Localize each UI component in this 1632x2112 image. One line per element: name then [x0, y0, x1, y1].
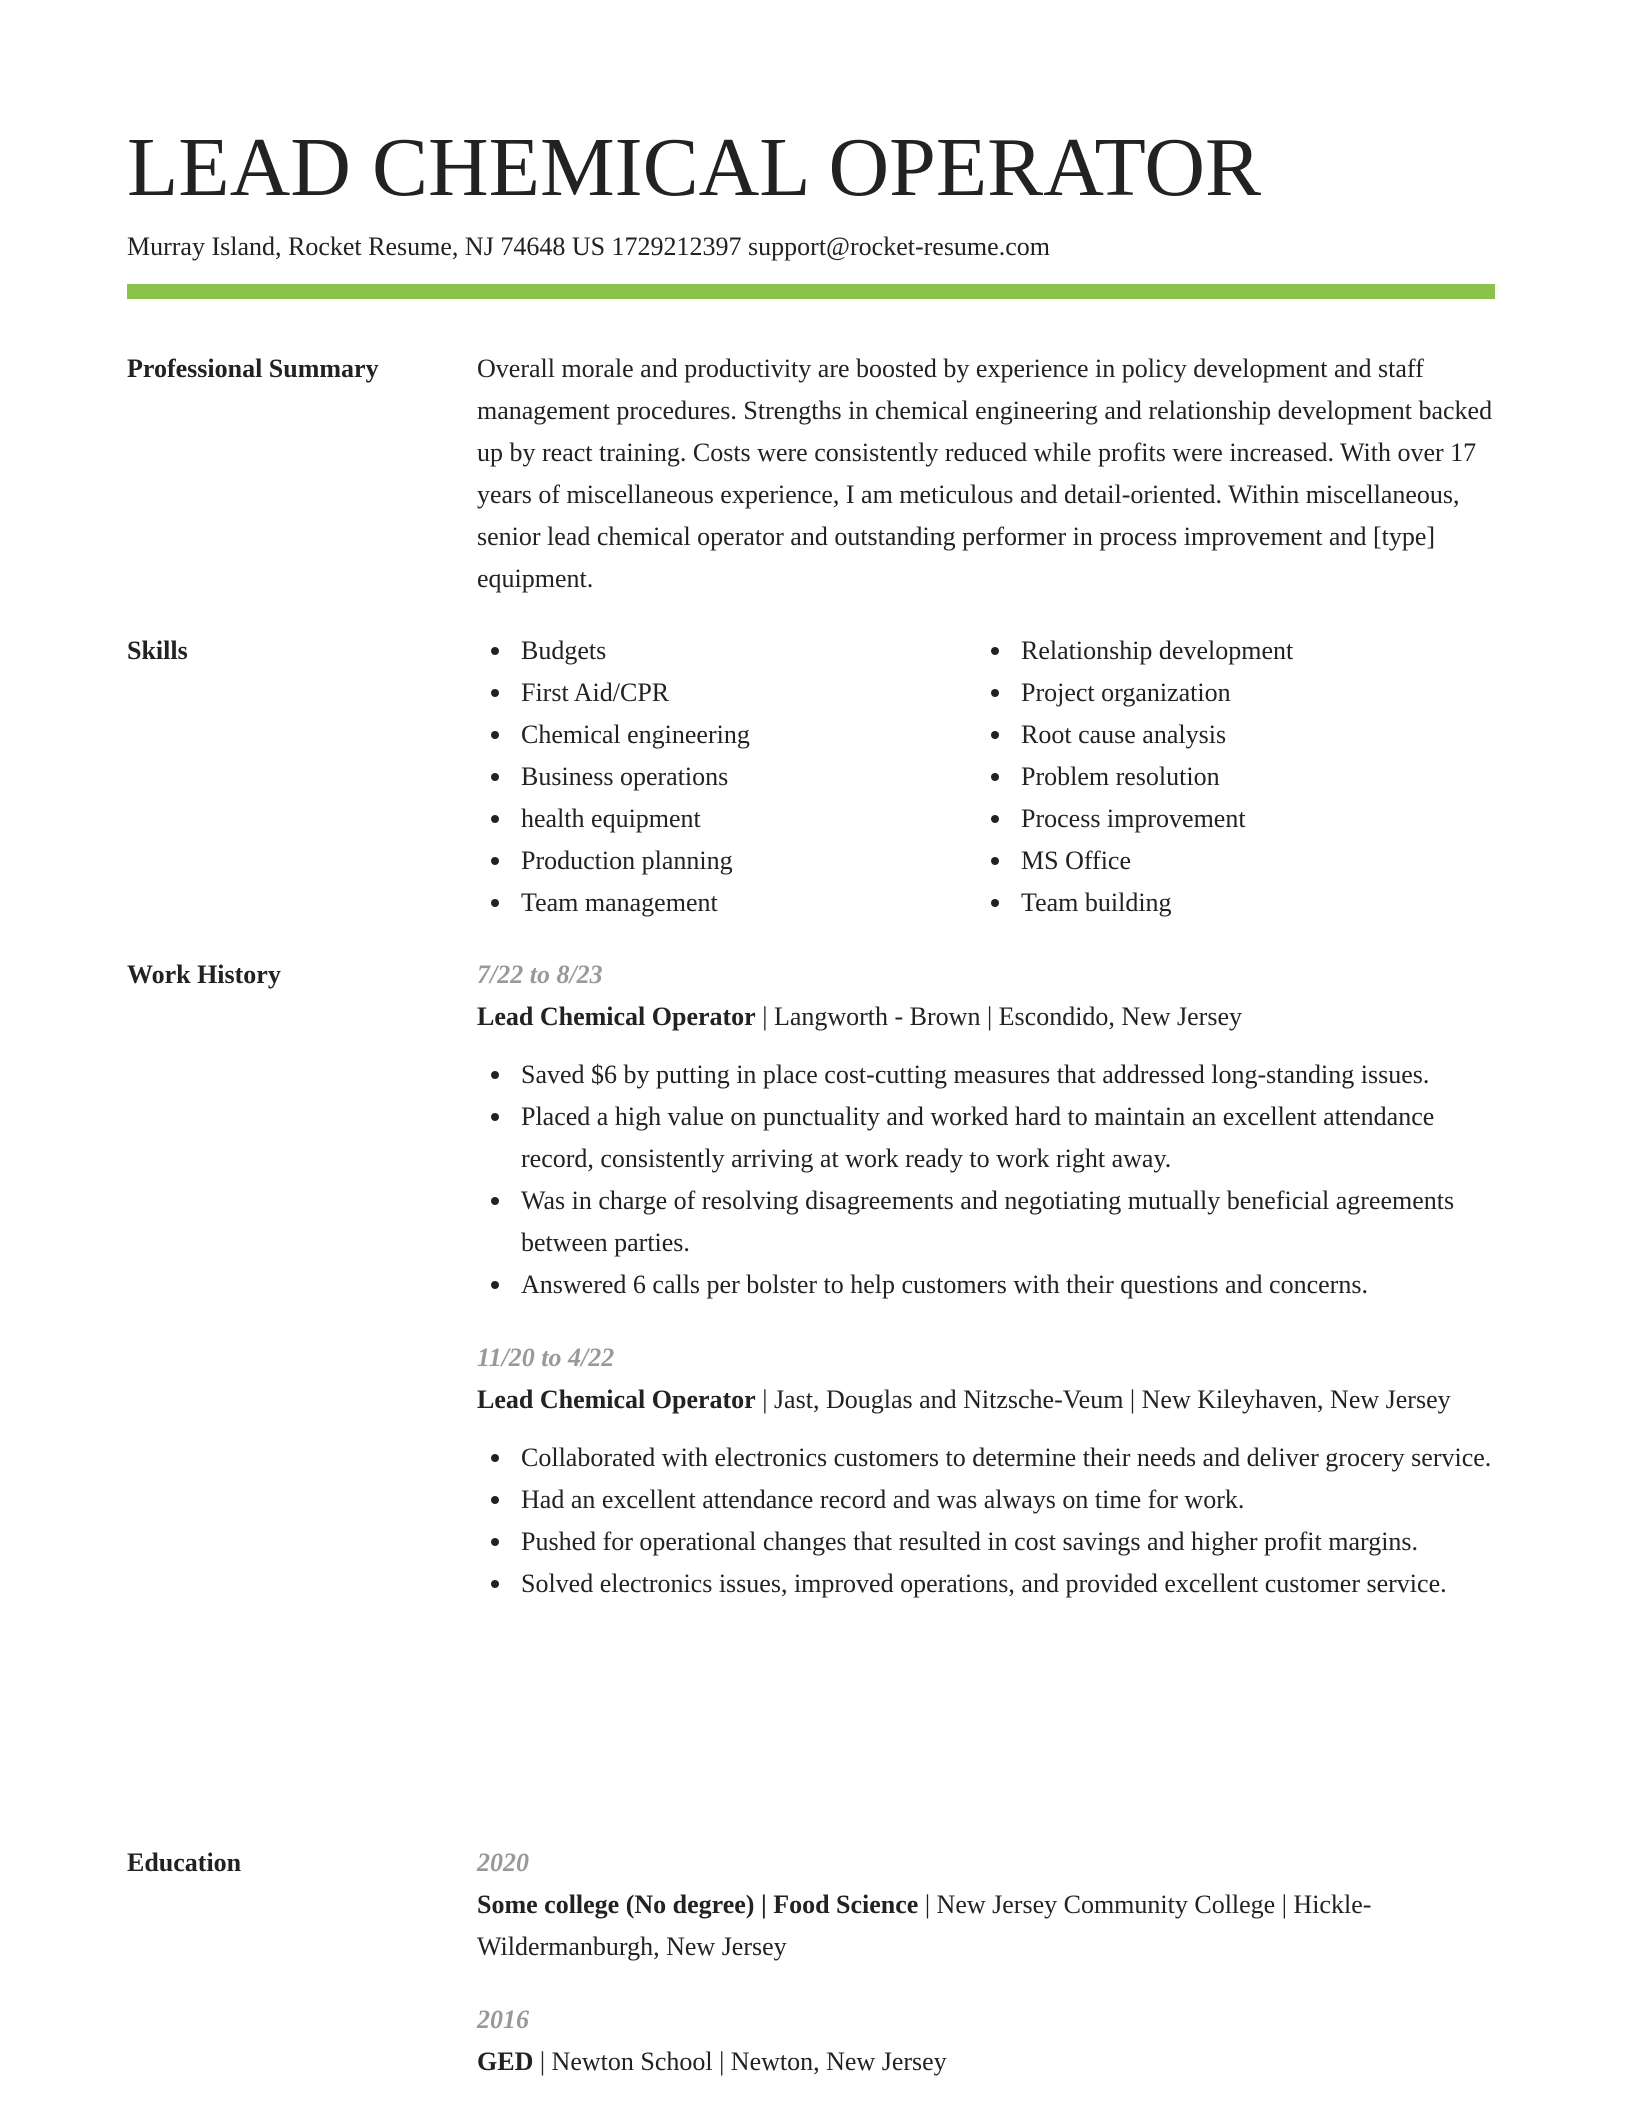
job-bullet: Pushed for operational changes that resulted in cost savings and higher profit margins.	[477, 1521, 1495, 1563]
job-bullets	[477, 1054, 1495, 1306]
skill-item: Root cause analysis	[977, 714, 1477, 756]
skill-item: Project organization	[977, 672, 1477, 714]
skills-column-1	[477, 630, 977, 924]
contact-line: Murray Island, Rocket Resume, NJ 74648 US 1729212397 support@rocket-resume.com	[127, 232, 1050, 261]
education-entry	[477, 1999, 1495, 2083]
job-bullet: Solved electronics issues, improved operations, and provided excellent customer service.	[477, 1563, 1495, 1605]
job-bullet: Was in charge of resolving disagreements and negotiating mutually beneficial agreements between parties.	[477, 1180, 1495, 1264]
job-bullet: Saved $6 by putting in place cost-cutting measures that addressed long-standing issues.	[477, 1054, 1495, 1096]
skill-item: Problem resolution	[977, 756, 1477, 798]
skills-column-2	[977, 630, 1477, 924]
job-heading	[477, 996, 1495, 1038]
skills-content	[477, 630, 1495, 924]
section-label-skills: Skills	[127, 636, 188, 665]
job-dates: 7/22 to 8/23	[477, 960, 603, 989]
skill-item: Business operations	[477, 756, 977, 798]
skill-item: Team management	[477, 882, 977, 924]
skill-item: Chemical engineering	[477, 714, 977, 756]
skill-item: Process improvement	[977, 798, 1477, 840]
job-dates: 11/20 to 4/22	[477, 1343, 615, 1372]
summary-text: Overall morale and productivity are boosted by experience in policy development and staff management procedures. Strengths in chemical engineering and relationship development backed up by react training. Costs were consistently reduced while profits were increased. With over 17 years of miscellaneous experience, I am meticulous and detail-oriented. Within miscellaneous, senior lead chemical operator and outstanding performer in process improvement and [type] equipment.	[477, 354, 1493, 593]
section-label-work: Work History	[127, 960, 281, 989]
job-title: Lead Chemical Operator	[477, 1385, 756, 1414]
education-entry	[477, 1842, 1495, 1968]
education-details: | Newton School | Newton, New Jersey	[533, 2047, 947, 2076]
job-entry	[477, 1337, 1495, 1605]
job-bullet: Placed a high value on punctuality and worked hard to maintain an excellent attendance record, consistently arriving at work ready to work right away.	[477, 1096, 1495, 1180]
job-bullet: Had an excellent attendance record and was always on time for work.	[477, 1479, 1495, 1521]
job-entry	[477, 954, 1495, 1306]
skill-item: Team building	[977, 882, 1477, 924]
job-details: | Langworth - Brown | Escondido, New Jersey	[755, 1002, 1242, 1031]
job-bullet: Answered 6 calls per bolster to help customers with their questions and concerns.	[477, 1264, 1495, 1306]
skill-item: First Aid/CPR	[477, 672, 977, 714]
job-title: Lead Chemical Operator	[477, 1002, 756, 1031]
education-content	[477, 1842, 1495, 2083]
skill-item: MS Office	[977, 840, 1477, 882]
section-label-education: Education	[127, 1848, 242, 1877]
summary-content	[477, 348, 1495, 600]
skill-item: health equipment	[477, 798, 977, 840]
skill-item: Relationship development	[977, 630, 1477, 672]
education-degree: GED	[477, 2047, 534, 2076]
education-heading	[477, 1884, 1495, 1968]
job-bullets	[477, 1437, 1495, 1605]
education-details: | New Jersey Community College | Hickle-Wildermanburgh, New Jersey	[477, 1890, 1372, 1961]
education-heading	[477, 2041, 1495, 2083]
education-year: 2016	[477, 2005, 529, 2034]
resume-title: LEAD CHEMICAL OPERATOR	[127, 121, 1262, 214]
job-heading	[477, 1379, 1495, 1421]
education-year: 2020	[477, 1848, 529, 1877]
job-bullet: Collaborated with electronics customers to determine their needs and deliver grocery service.	[477, 1437, 1495, 1479]
education-degree: Some college (No degree) | Food Science	[477, 1890, 919, 1919]
header-divider	[127, 284, 1495, 299]
job-details: | Jast, Douglas and Nitzsche-Veum | New Kileyhaven, New Jersey	[755, 1385, 1451, 1414]
skill-item: Budgets	[477, 630, 977, 672]
work-content	[477, 954, 1495, 1605]
section-label-summary: Professional Summary	[127, 354, 379, 383]
skill-item: Production planning	[477, 840, 977, 882]
